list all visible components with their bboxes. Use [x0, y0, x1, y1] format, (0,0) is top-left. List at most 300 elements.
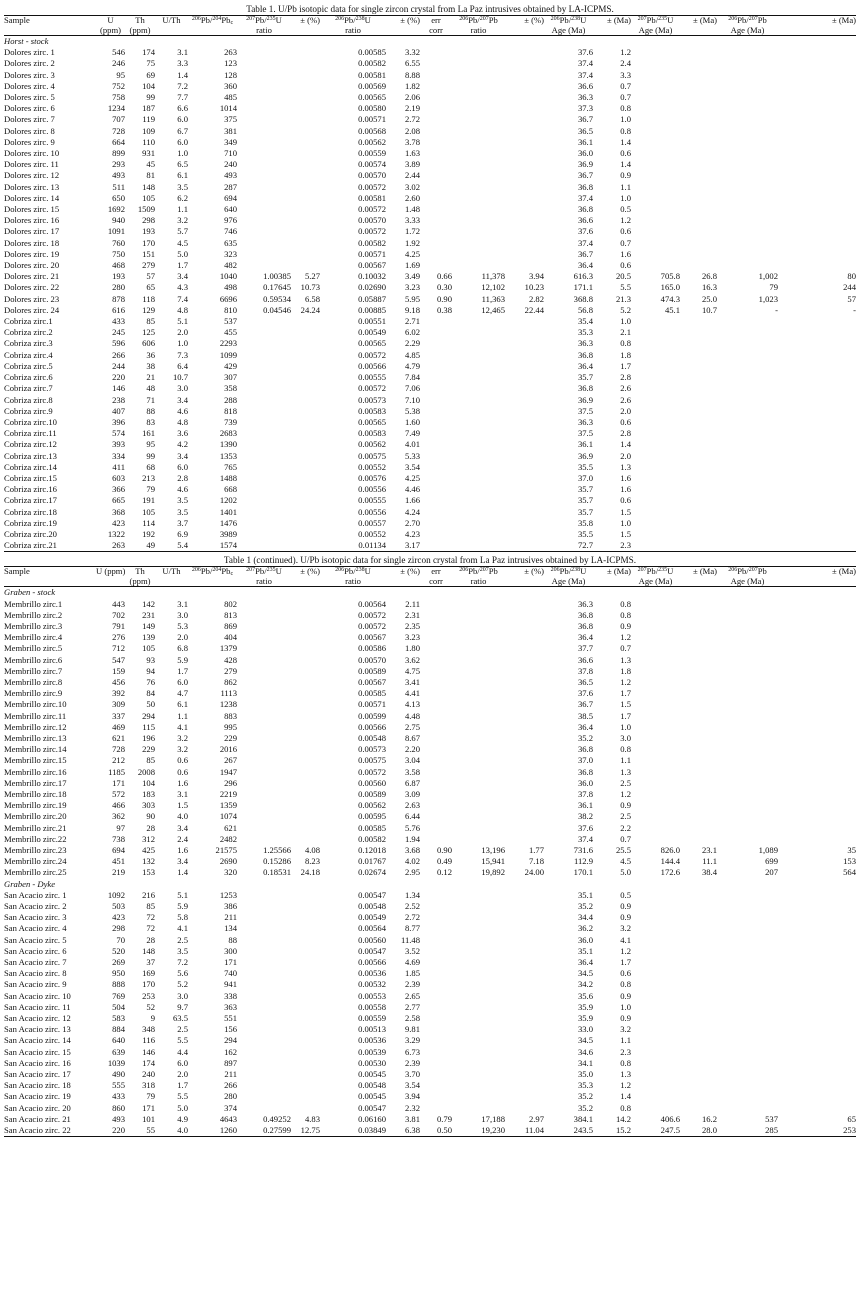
- column-header-sublabel: ratio: [256, 575, 272, 586]
- data-cell: [717, 643, 778, 654]
- data-cell: [680, 70, 717, 81]
- data-cell: [505, 789, 544, 800]
- data-cell: [778, 70, 856, 81]
- data-cell: 0.59534: [263, 293, 291, 304]
- data-cell: 36.4: [577, 721, 593, 732]
- data-cell: [237, 1024, 291, 1035]
- data-cell: [505, 406, 544, 417]
- data-cell: 10.7: [172, 372, 188, 383]
- data-cell: [680, 733, 717, 744]
- data-cell: 1074: [219, 811, 237, 822]
- table2: [4, 566, 856, 1137]
- data-cell: 238: [112, 394, 125, 405]
- data-cell: [291, 979, 320, 990]
- data-cell: [291, 610, 320, 621]
- data-cell: 294: [224, 1035, 237, 1046]
- column-header-label: $^{206}$Pb/$^{238}$U: [335, 566, 371, 577]
- data-cell: 384.1: [573, 1113, 593, 1124]
- data-cell: 3.2: [620, 923, 631, 934]
- sample-name-cell: Dolores zirc. 2: [4, 58, 55, 69]
- data-cell: [452, 610, 505, 621]
- data-cell: [717, 923, 778, 934]
- group-label: Graben - stock: [4, 587, 56, 598]
- data-cell: 0.8: [620, 598, 631, 609]
- data-cell: 2.8: [620, 372, 631, 383]
- data-cell: [717, 1058, 778, 1069]
- data-cell: [237, 58, 291, 69]
- data-cell: 125: [142, 327, 155, 338]
- data-cell: 3.7: [177, 517, 188, 528]
- sample-name-cell: Dolores zirc. 10: [4, 148, 60, 159]
- data-cell: 0.00573: [358, 744, 386, 755]
- data-cell: 1.7: [177, 1080, 188, 1091]
- table-row: [4, 1114, 856, 1125]
- data-cell: 114: [142, 517, 155, 528]
- data-cell: [631, 58, 680, 69]
- data-cell: 28: [146, 934, 155, 945]
- data-cell: [291, 137, 320, 148]
- data-cell: 3.49: [404, 271, 420, 282]
- data-cell: 4.46: [404, 484, 420, 495]
- data-cell: 0.6: [620, 226, 631, 237]
- data-cell: 4.01: [404, 439, 420, 450]
- data-cell: [237, 238, 291, 249]
- data-cell: 7.2: [177, 957, 188, 968]
- data-cell: [505, 599, 544, 610]
- data-cell: [631, 722, 680, 733]
- data-cell: 493: [112, 1113, 125, 1124]
- data-cell: 0.30: [436, 282, 452, 293]
- data-cell: 80: [847, 271, 856, 282]
- table-row: [4, 249, 856, 260]
- data-cell: [420, 1058, 452, 1069]
- data-cell: 105: [142, 192, 155, 203]
- data-cell: 5.1: [177, 889, 188, 900]
- sample-name-cell: San Acacio zirc. 21: [4, 1113, 71, 1124]
- data-cell: 35.2: [577, 901, 593, 912]
- data-cell: 0.00559: [358, 148, 386, 159]
- data-cell: 246: [112, 58, 125, 69]
- data-cell: 504: [112, 1001, 125, 1012]
- data-cell: 1.2: [620, 1080, 631, 1091]
- sample-name-cell: Cobriza zirc.15: [4, 472, 57, 483]
- data-cell: [291, 1080, 320, 1091]
- data-cell: 0.8: [620, 1102, 631, 1113]
- data-cell: 115: [142, 721, 155, 732]
- data-cell: [452, 540, 505, 552]
- data-cell: 1401: [219, 506, 237, 517]
- data-cell: 5.7: [177, 226, 188, 237]
- data-cell: [717, 484, 778, 495]
- data-cell: [291, 923, 320, 934]
- data-cell: [420, 1002, 452, 1013]
- data-cell: [291, 901, 320, 912]
- data-cell: [452, 126, 505, 137]
- data-cell: [505, 733, 544, 744]
- data-cell: 5.2: [177, 979, 188, 990]
- data-cell: 2.60: [404, 192, 420, 203]
- data-cell: 37.6: [577, 822, 593, 833]
- data-cell: 318: [142, 1080, 155, 1091]
- data-cell: 4.4: [177, 1046, 188, 1057]
- data-cell: [680, 417, 717, 428]
- data-cell: 300: [224, 945, 237, 956]
- column-header: [188, 16, 237, 36]
- data-cell: [420, 789, 452, 800]
- data-cell: [237, 529, 291, 540]
- data-cell: 72: [146, 923, 155, 934]
- data-cell: 0.00565: [358, 92, 386, 103]
- data-cell: [680, 428, 717, 439]
- column-header: [505, 16, 544, 36]
- data-cell: [778, 778, 856, 789]
- data-cell: 36.1: [577, 800, 593, 811]
- data-cell: [631, 338, 680, 349]
- column-header-label: $^{207}$Pb/$^{235}$U: [637, 566, 674, 577]
- data-cell: [717, 495, 778, 506]
- data-cell: [778, 350, 856, 361]
- data-cell: [237, 182, 291, 193]
- data-cell: [631, 226, 680, 237]
- data-cell: [420, 767, 452, 778]
- column-header-label: ± (%): [300, 566, 320, 577]
- data-cell: [291, 462, 320, 473]
- table-row: [4, 946, 856, 957]
- data-cell: 1.4: [177, 867, 188, 878]
- data-cell: [631, 1080, 680, 1091]
- data-cell: 5.4: [155, 540, 188, 552]
- data-cell: [505, 428, 544, 439]
- data-cell: [505, 103, 544, 114]
- data-cell: [452, 81, 505, 92]
- data-cell: 1.25566: [263, 845, 291, 856]
- data-cell: 712: [112, 643, 125, 654]
- data-cell: 485: [224, 92, 237, 103]
- data-cell: 12,465: [481, 304, 505, 315]
- data-cell: [237, 495, 291, 506]
- data-cell: [778, 1002, 856, 1013]
- data-cell: 4.0: [177, 811, 188, 822]
- data-cell: 216: [142, 889, 155, 900]
- data-cell: [778, 1069, 856, 1080]
- data-cell: 5.0: [177, 248, 188, 259]
- data-cell: [631, 1013, 680, 1024]
- data-cell: 0.00565: [358, 416, 386, 427]
- data-cell: 10.73: [300, 282, 320, 293]
- data-cell: [237, 148, 291, 159]
- data-cell: 0.00585: [358, 47, 386, 58]
- sample-name-cell: Cobriza zirc.21: [4, 540, 96, 552]
- sample-name-cell: Membrillo zirc.24: [4, 856, 67, 867]
- data-cell: [420, 316, 452, 327]
- data-cell: [291, 58, 320, 69]
- data-cell: [778, 383, 856, 394]
- column-header-label: ± (%): [400, 566, 420, 577]
- data-cell: [291, 755, 320, 766]
- data-cell: [717, 540, 778, 552]
- data-cell: 5.9: [177, 654, 188, 665]
- data-cell: [680, 238, 717, 249]
- data-cell: [717, 1013, 778, 1024]
- column-header-label: Th: [135, 15, 145, 25]
- data-cell: [420, 361, 452, 372]
- data-cell: 0.9: [620, 912, 631, 923]
- data-cell: 381: [224, 125, 237, 136]
- sample-name-cell: San Acacio zirc. 19: [4, 1091, 71, 1102]
- data-cell: [505, 935, 544, 946]
- column-header: [291, 16, 320, 36]
- data-cell: 639: [112, 1046, 125, 1057]
- sample-name-cell: Dolores zirc. 22: [4, 282, 60, 293]
- data-cell: 1234: [107, 103, 125, 114]
- data-cell: 1185: [108, 766, 125, 777]
- data-cell: 0.8: [620, 744, 631, 755]
- data-cell: 4.41: [404, 688, 420, 699]
- column-header: [544, 16, 593, 36]
- data-cell: [631, 1047, 680, 1058]
- data-cell: [680, 655, 717, 666]
- data-cell: [505, 655, 544, 666]
- data-cell: 1.4: [620, 136, 631, 147]
- data-cell: [237, 655, 291, 666]
- data-cell: [452, 159, 505, 170]
- data-cell: [237, 800, 291, 811]
- data-cell: [237, 834, 291, 845]
- data-cell: 537: [765, 1113, 778, 1124]
- data-cell: [505, 260, 544, 271]
- data-cell: 35.3: [577, 1080, 593, 1091]
- data-cell: 640: [224, 204, 237, 215]
- data-cell: [778, 699, 856, 710]
- data-cell: 36.6: [577, 80, 593, 91]
- sample-name-cell: San Acacio zirc. 10: [4, 990, 71, 1001]
- data-cell: [680, 991, 717, 1002]
- data-cell: 3.94: [404, 1091, 420, 1102]
- data-cell: [717, 395, 778, 406]
- data-cell: [778, 484, 856, 495]
- group-header-row: [4, 879, 856, 890]
- data-cell: [420, 733, 452, 744]
- column-header-label: err: [431, 15, 441, 25]
- data-cell: 6.6: [177, 103, 188, 114]
- data-cell: 38: [146, 360, 155, 371]
- data-cell: [420, 968, 452, 979]
- data-cell: [717, 518, 778, 529]
- data-cell: 49: [125, 540, 155, 552]
- data-cell: 0.00559: [358, 1013, 386, 1024]
- data-cell: 240: [224, 159, 237, 170]
- data-cell: [680, 677, 717, 688]
- data-cell: [717, 182, 778, 193]
- data-cell: 36.8: [577, 383, 593, 394]
- column-header: [717, 16, 778, 36]
- data-cell: 1.48: [404, 204, 420, 215]
- data-cell: [778, 193, 856, 204]
- data-cell: 0.00589: [358, 665, 386, 676]
- data-cell: 0.6: [620, 968, 631, 979]
- data-cell: [680, 1091, 717, 1102]
- data-cell: [717, 1069, 778, 1080]
- data-cell: [505, 395, 544, 406]
- data-cell: [505, 92, 544, 103]
- data-cell: 4.23: [404, 528, 420, 539]
- data-cell: 171: [112, 777, 125, 788]
- data-cell: 0.00562: [358, 136, 386, 147]
- table-row: [4, 823, 856, 834]
- data-cell: 616: [112, 304, 125, 315]
- data-cell: 2.4: [620, 58, 631, 69]
- data-cell: [420, 890, 452, 901]
- data-cell: 1.72: [404, 226, 420, 237]
- data-cell: [452, 518, 505, 529]
- data-cell: 5.5: [620, 282, 631, 293]
- data-cell: [237, 811, 291, 822]
- data-cell: 6.7: [177, 125, 188, 136]
- column-header: [778, 567, 856, 587]
- table1-caption: Table 1. U/Pb isotopic data for single zircon crystal from La Paz intrusives obtained by LA-ICPMS.: [246, 4, 614, 14]
- data-cell: [505, 327, 544, 338]
- data-cell: 3.4: [177, 856, 188, 867]
- sample-name-cell: Dolores zirc. 24: [4, 304, 60, 315]
- table-row: [4, 890, 856, 901]
- data-cell: 0.00572: [358, 383, 386, 394]
- data-cell: 2.0: [177, 1069, 188, 1080]
- data-cell: 1260: [188, 1125, 237, 1137]
- data-cell: 606: [142, 338, 155, 349]
- data-cell: [505, 361, 544, 372]
- sample-name-cell: Membrillo zirc.1: [4, 598, 63, 609]
- data-cell: 35.6: [577, 990, 593, 1001]
- data-cell: 0.00567: [358, 260, 386, 271]
- data-cell: 0.12: [436, 867, 452, 878]
- data-cell: [631, 148, 680, 159]
- data-cell: [778, 1035, 856, 1046]
- data-cell: 368.8: [573, 293, 593, 304]
- table-row: [4, 193, 856, 204]
- data-cell: 1014: [219, 103, 237, 114]
- data-cell: [717, 350, 778, 361]
- data-cell: 36.0: [577, 934, 593, 945]
- sample-name-cell: Dolores zirc. 3: [4, 69, 55, 80]
- data-cell: [680, 338, 717, 349]
- data-cell: [717, 238, 778, 249]
- data-cell: [291, 484, 320, 495]
- sample-name-cell: Dolores zirc. 13: [4, 181, 60, 192]
- data-cell: [420, 599, 452, 610]
- data-cell: 2016: [219, 744, 237, 755]
- data-cell: [631, 238, 680, 249]
- data-cell: [680, 901, 717, 912]
- data-cell: [291, 699, 320, 710]
- data-cell: 267: [224, 755, 237, 766]
- data-cell: 2.72: [404, 114, 420, 125]
- table-row: [4, 417, 856, 428]
- data-cell: 7.06: [404, 383, 420, 394]
- data-cell: [680, 722, 717, 733]
- data-cell: 296: [224, 777, 237, 788]
- data-cell: [778, 170, 856, 181]
- data-cell: [680, 260, 717, 271]
- data-cell: 1476: [219, 517, 237, 528]
- column-header-sublabel: Age (Ma): [638, 575, 673, 586]
- data-cell: 36.0: [577, 148, 593, 159]
- data-cell: [631, 182, 680, 193]
- data-cell: 22.44: [524, 304, 544, 315]
- data-cell: 263: [96, 540, 125, 552]
- data-cell: [420, 350, 452, 361]
- data-cell: 2293: [219, 338, 237, 349]
- data-cell: [631, 518, 680, 529]
- data-cell: [420, 1069, 452, 1080]
- data-cell: 52: [146, 1001, 155, 1012]
- data-cell: 0.7: [620, 92, 631, 103]
- sample-name-cell: San Acacio zirc. 11: [4, 1001, 71, 1012]
- sample-name-cell: San Acacio zirc. 2: [4, 901, 67, 912]
- data-cell: 5.3: [177, 620, 188, 631]
- data-cell: [237, 338, 291, 349]
- data-cell: 21: [146, 372, 155, 383]
- data-cell: 368: [112, 506, 125, 517]
- data-cell: 482: [224, 260, 237, 271]
- data-cell: [452, 103, 505, 114]
- data-cell: 105: [142, 643, 155, 654]
- data-cell: [717, 204, 778, 215]
- data-cell: 1.6: [177, 845, 188, 856]
- data-cell: [505, 688, 544, 699]
- data-cell: 7.10: [404, 394, 420, 405]
- data-cell: 375: [224, 114, 237, 125]
- data-cell: 338: [224, 990, 237, 1001]
- data-cell: [237, 316, 291, 327]
- data-cell: [452, 1047, 505, 1058]
- data-cell: [505, 957, 544, 968]
- sample-name-cell: Membrillo zirc.4: [4, 632, 63, 643]
- data-cell: [237, 103, 291, 114]
- data-cell: 3.5: [177, 945, 188, 956]
- data-cell: [717, 47, 778, 58]
- data-cell: 2.77: [404, 1001, 420, 1012]
- data-cell: 5.27: [304, 271, 320, 282]
- data-cell: 740: [224, 968, 237, 979]
- data-cell: [452, 58, 505, 69]
- data-cell: 363: [224, 1001, 237, 1012]
- data-cell: 93: [146, 654, 155, 665]
- data-cell: 1.77: [528, 845, 544, 856]
- data-cell: [452, 361, 505, 372]
- data-cell: 358: [224, 383, 237, 394]
- data-cell: [717, 1080, 778, 1091]
- data-cell: 213: [142, 472, 155, 483]
- column-header-label: ± (%): [524, 566, 544, 577]
- data-cell: [237, 744, 291, 755]
- data-cell: [680, 599, 717, 610]
- sample-name-cell: Membrillo zirc.7: [4, 665, 63, 676]
- data-cell: 85: [146, 316, 155, 327]
- data-cell: 36.4: [577, 260, 593, 271]
- data-cell: 0.12018: [358, 845, 386, 856]
- data-cell: 34.4: [577, 912, 593, 923]
- data-cell: [237, 417, 291, 428]
- data-cell: 4643: [219, 1113, 237, 1124]
- data-cell: 5.2: [620, 304, 631, 315]
- data-cell: [237, 610, 291, 621]
- data-cell: [505, 226, 544, 237]
- data-cell: [680, 1047, 717, 1058]
- data-cell: [291, 451, 320, 462]
- data-cell: [291, 148, 320, 159]
- sample-name-cell: Membrillo zirc.19: [4, 800, 67, 811]
- data-cell: [680, 744, 717, 755]
